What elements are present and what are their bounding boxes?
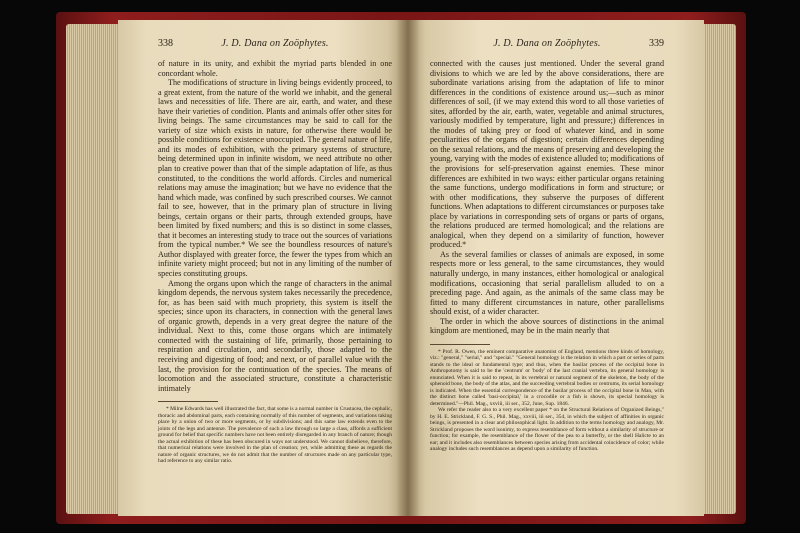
left-footnotes	[158, 406, 392, 465]
left-page-body	[158, 59, 392, 393]
right-page-number: 339	[649, 38, 664, 49]
right-footnote: * Prof. R. Owen, the eminent comparative anatomist of England, mentions three kinds of homology, viz.: "general," "serial," and "special." "General homology is the relation in which a part or series of parts stands to the ideal or fundamental type; and thus, when the basilar process of the occipital bone in Anthropotomy is said to be the 'centrum' or 'body' of the last cranial vertebra, its general homology is enunciated. When it is said to repeat, in its vertebral or natural segment of the skeleton, the body of the sphenoid bone, the body of the atlas, and the succeeding vertebral bodies or centrums, its serial homology is indicated. When the essential correspondence of the basilar process of the occipital bone in Man, with the distinct bone called 'basi-occipital,' in a crocodile or a fish is shown, its special homology is determined."—Phil. Mag., xxviii, iii ser., 352, June, Sup. 1846.	[430, 348, 664, 407]
left-running-head: J. D. Dana on Zoöphytes.	[221, 38, 329, 49]
right-paragraph: As the several families or classes of animals are exposed, in some respects more or less general, to the same circumstances, they would naturally undergo, in many instances, either homological or analogical modifications, occasioning that serial parallelism alluded to on a preceding page. And again, as the animals of the same class may be fitted to many different circumstances in nature, other parallelisms should exist, of a wider character.	[430, 249, 664, 317]
right-paragraph: connected with the causes just mentioned. Under the several grand divisions to which we are led by the above considerations, there are subordinate variations arising from the adaptation of life to minor differences in the conditions of existence around us;—such as minor differences of soil, (if we may extend this word to all those varieties of sites, afforded by the air, earth, water, vegetable and animal structures, variously modified by temperature, light and pressure;) differences in the modes of taking prey or food of whatever kind, and in some peculiarities of the organs of digestion; certain differences depending on the sexual relations, and the means of preserving and developing the young, varying with the modes of existence alluded to; modifications of the provisions for self-preservation against enemies. These minor differences are exhibited in two ways: either particular organs retaining the same functions, undergo modifications in form and structure; or with other modifications, they subserve the purposes of different functions. When adaptations to different circumstances or purposes take place by variations in corresponding sets of organs or parts of organs, the relations produced are termed homological; and the relations are analogical, when they depend on a similarity of function, however produced.*	[430, 59, 664, 250]
left-page-header	[158, 38, 392, 52]
left-footnote: * Milne Edwards has well illustrated the fact, that some is a normal number in Crustacea, the cephalic, thoracic and abdominal parts, each containing normally of this number of segments, and variations taking place by a union of two or more segments, or by subdivisions; and this same law extends even to the joints of the legs and antennæ. The prevalence of such a law through so large a class, affords a sufficient ground for belief that specific numbers have not been entirely disregarded in any branch of nature; though the actual exhibition of these has been obscured in ways not understood. We cannot disbelieve, therefore, that numerical relations were involved in the plan of creation; yet, while admitting these as regards the nature of organic structures, we do not admit that the number of structures made on any particular type, had reference to any similar ratio.	[158, 406, 392, 465]
right-paragraph: The order in which the above sources of distinctions in the animal kingdom are mentioned, may be in the main nearly that	[430, 316, 664, 336]
left-page-edges	[66, 24, 126, 514]
left-footnote-rule	[158, 401, 218, 402]
right-page-body	[430, 59, 664, 336]
left-page-number: 338	[158, 38, 173, 49]
left-paragraph: of nature in its unity, and exhibit the myriad parts blended in one concordant whole.	[158, 59, 392, 78]
right-running-head: J. D. Dana on Zoöphytes.	[493, 38, 601, 49]
left-page	[118, 20, 408, 516]
right-footnote-rule	[430, 344, 490, 345]
left-paragraph: The modifications of structure in living beings evidently proceed, to a great extent, from the nature of the world we inhabit, and the general laws and necessities of life. There are air, earth, and water, and these have their varieties of condition. Plants and animals offer other sites for living beings. The same circumstances may be said to call for the variety of size which exists in nature, for otherwise there would be possible conditions for existence unoccupied. The general nature of life, and its modes of exhibition, with the primary systems of structure, being determined upon in infinite wisdom, we need attribute no other plan to creative power than that of the simple adaptation of life, as thus constituted, to the conditions the world affords. Circles and numerical relations may amuse the imagination; but we have no evidence that the hand which made, was confined by such prescribed courses. We cannot fail to see, however, that in the primary plan of structure in living beings, certain organs or their parts, through extended groups, have been limited by fixed numbers; and this is so distinct in some classes, that it becomes an interesting study to trace out the sources of variations from the typical number.* We see the boundless resources of nature's Author displayed with greater force, the fewer the types from which an infinite variety might proceed; but not in any limiting of the number of species constituting groups.	[158, 78, 392, 279]
right-footnote: We refer the reader also to a very excellent paper * on the Structural Relations of Organized Beings," by H. E. Strickland, F. G. S., Phil. Mag., xxviii, iii ser., 354, in which the subject of affinities in organic beings, is presented in a clear and philosophical light. In addition to the terms homology and analogy, Mr. Strickland proposes the word isonimy, to express resemblance of form without a similarity of structure or function; for example, the resemblance of the flower of the pea to a butterfly, or the shell Halicte to an ear; and it includes also resemblances between species arising from accidental coincidence of color; while analogy includes such resemblances as depend upon a similarity of function.	[430, 407, 664, 453]
left-paragraph: Among the organs upon which the range of characters in the animal kingdom depends, the nervous system takes necessarily the precedence, for, as has been said with much propriety, this system is itself the species; since upon its characters, in connection with the general laws of organic growth, depends in a very great degree the nature of the individual. Next to this, come those organs which are intimately connected with the sustaining of life, primarily, those pertaining to respiration and circulation, and secondarily, those adapted to the receiving and digesting of food; and next, or of parallel value with the last, the provision for the continuation of the species. The means of locomotion and the associated structure, constitute a characteristic intimately	[158, 278, 392, 393]
right-page	[408, 20, 704, 516]
right-footnotes	[430, 349, 664, 453]
right-page-header	[430, 38, 664, 52]
